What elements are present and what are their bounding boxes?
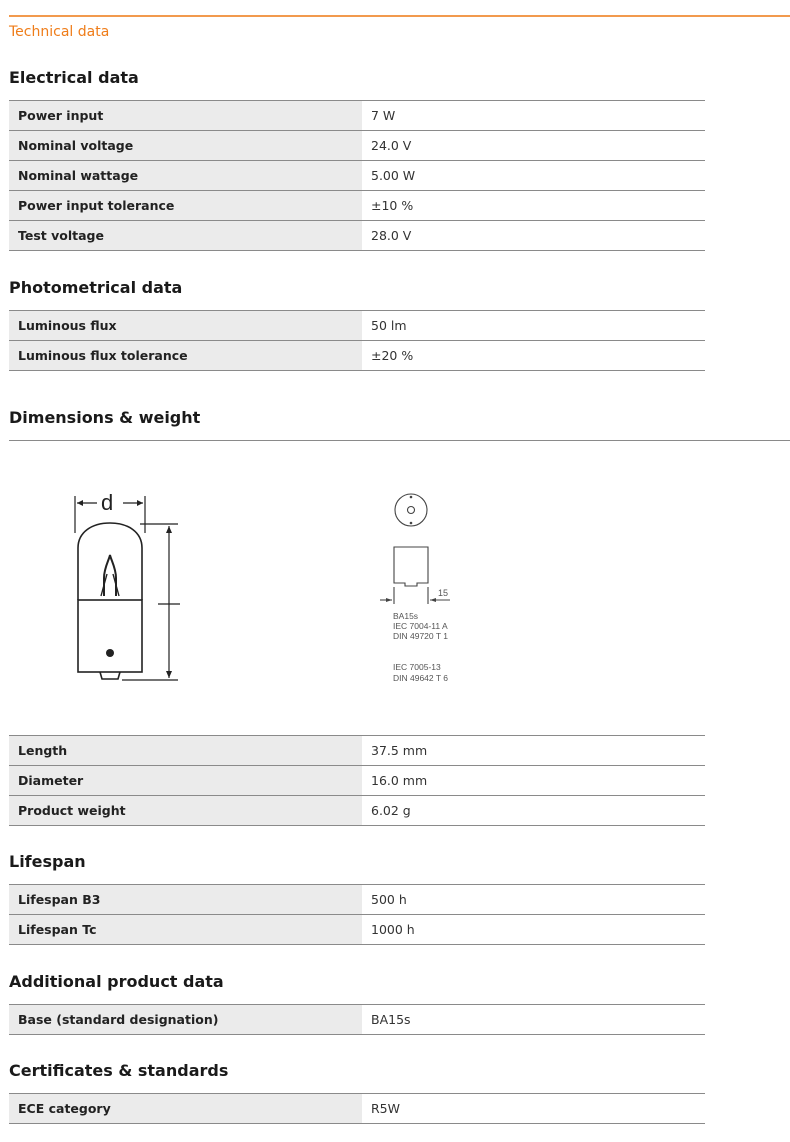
lifespan-table — [9, 884, 705, 945]
table-row — [9, 191, 705, 221]
row-value: 37.5 mm — [362, 736, 705, 766]
dim-15-label: 15 — [438, 588, 449, 598]
row-label: Test voltage — [9, 221, 362, 251]
table-row — [9, 311, 705, 341]
bulb-pin — [106, 649, 114, 657]
dimensions-rule — [9, 440, 790, 441]
row-label: Luminous flux — [9, 311, 362, 341]
dim-d-label: d — [101, 490, 114, 515]
row-label: Product weight — [9, 796, 362, 826]
photometrical-heading: Photometrical data — [9, 278, 183, 297]
dimensions-table — [9, 735, 705, 826]
row-label: ECE category — [9, 1094, 362, 1124]
row-value: 7 W — [362, 101, 705, 131]
row-value: 6.02 g — [362, 796, 705, 826]
base-side-view — [394, 547, 428, 586]
dimensions-heading: Dimensions & weight — [9, 408, 201, 427]
row-label: Power input — [9, 101, 362, 131]
table-row — [9, 161, 705, 191]
bulb-filament — [104, 555, 116, 596]
page-label: Technical data — [9, 24, 110, 40]
row-label: Luminous flux tolerance — [9, 341, 362, 371]
base-standard-drawing — [375, 485, 485, 690]
table-row — [9, 736, 705, 766]
table-row — [9, 766, 705, 796]
row-label: Nominal wattage — [9, 161, 362, 191]
row-value: ±10 % — [362, 191, 705, 221]
table-row — [9, 101, 705, 131]
bulb-glass-outline — [78, 523, 142, 600]
row-value: 50 lm — [362, 311, 705, 341]
row-value: ±20 % — [362, 341, 705, 371]
row-label: Length — [9, 736, 362, 766]
row-value: 24.0 V — [362, 131, 705, 161]
row-label: Power input tolerance — [9, 191, 362, 221]
bulb-contact — [100, 672, 120, 679]
base-top-view — [395, 494, 427, 526]
top-accent-rule — [9, 15, 790, 17]
additional-table — [9, 1004, 705, 1035]
additional-heading: Additional product data — [9, 972, 224, 991]
certificates-heading: Certificates & standards — [9, 1061, 229, 1080]
standard-line: IEC 7004-11 A — [393, 621, 448, 631]
table-row — [9, 131, 705, 161]
photometrical-table — [9, 310, 705, 371]
row-label: Lifespan Tc — [9, 915, 362, 945]
row-label: Diameter — [9, 766, 362, 796]
row-label: Base (standard designation) — [9, 1005, 362, 1035]
standard-line: DIN 49720 T 1 — [393, 631, 448, 641]
row-value: BA15s — [362, 1005, 705, 1035]
electrical-heading: Electrical data — [9, 68, 139, 87]
standard-line: DIN 49642 T 6 — [393, 673, 448, 683]
row-label: Nominal voltage — [9, 131, 362, 161]
table-row — [9, 1094, 705, 1124]
electrical-table — [9, 100, 705, 251]
lifespan-heading: Lifespan — [9, 852, 86, 871]
table-row — [9, 1005, 705, 1035]
row-value: 28.0 V — [362, 221, 705, 251]
row-value: 500 h — [362, 885, 705, 915]
row-label: Lifespan B3 — [9, 885, 362, 915]
table-row — [9, 885, 705, 915]
certificates-table — [9, 1093, 705, 1124]
table-row — [9, 221, 705, 251]
table-row — [9, 796, 705, 826]
bulb-base-outline — [78, 600, 142, 672]
standard-line: IEC 7005-13 — [393, 662, 441, 672]
row-value: 16.0 mm — [362, 766, 705, 796]
row-value: 5.00 W — [362, 161, 705, 191]
row-value: R5W — [362, 1094, 705, 1124]
table-row — [9, 915, 705, 945]
table-row — [9, 341, 705, 371]
bulb-dimension-drawing — [60, 485, 190, 690]
standard-line: BA15s — [393, 611, 419, 621]
row-value: 1000 h — [362, 915, 705, 945]
